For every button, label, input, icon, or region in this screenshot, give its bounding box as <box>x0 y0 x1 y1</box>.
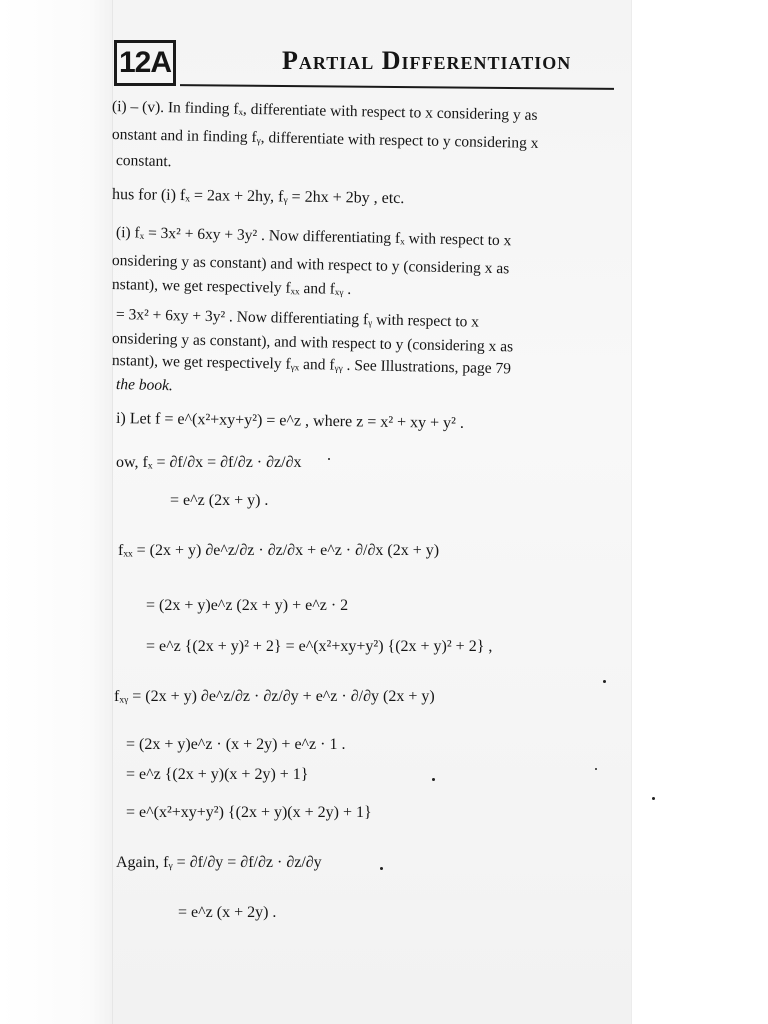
equation-line: = e^z {(2x + y)² + 2} = e^(x²+xy+y²) {(2x + y)² + 2} , <box>146 638 493 655</box>
page-margin-left <box>0 0 112 1024</box>
equation-line: = (2x + y)e^z · (x + 2y) + e^z · 1 . <box>126 736 346 753</box>
text-line: onsidering y as constant), and with respect to y (considering x as <box>111 330 514 356</box>
text-line: (i) fₓ = 3x² + 6xy + 3y² . Now differentiating fₓ with respect to x <box>115 224 512 250</box>
equation-line: = e^z (x + 2y) . <box>178 904 277 921</box>
text-line: onstant and in finding fᵧ, differentiate with respect to y considering x <box>111 126 539 152</box>
text-line: the book. <box>115 376 174 395</box>
equation-line: fₓᵧ = (2x + y) ∂e^z/∂z · ∂z/∂y + e^z · ∂/∂y (2x + y) <box>114 688 435 705</box>
equation-line: ow, fₓ = ∂f/∂x = ∂f/∂z · ∂z/∂x <box>116 454 302 471</box>
text-line: hus for (i) fₓ = 2ax + 2hy, fᵧ = 2hx + 2by , etc. <box>111 186 405 208</box>
print-speck <box>595 768 597 770</box>
print-speck <box>380 867 383 870</box>
print-speck <box>603 680 606 683</box>
equation-line: i) Let f = e^(x²+xy+y²) = e^z , where z = x² + xy + y² . <box>115 410 465 432</box>
text-line: = 3x² + 6xy + 3y² . Now differentiating fᵧ with respect to x <box>115 306 480 331</box>
print-speck <box>328 458 330 460</box>
chapter-number-box: 12A <box>114 40 176 86</box>
equation-line: = e^(x²+xy+y²) {(2x + y)(x + 2y) + 1} <box>126 804 372 821</box>
text-line: constant. <box>115 152 172 171</box>
equation-line: fₓₓ = (2x + y) ∂e^z/∂z · ∂z/∂x + e^z · ∂/∂x (2x + y) <box>118 542 440 559</box>
equation-line: Again, fᵧ = ∂f/∂y = ∂f/∂z · ∂z/∂y <box>116 854 322 871</box>
page-margin-right <box>632 0 768 1024</box>
text-line: nstant), we get respectively fᵧₓ and fᵧᵧ . See Illustrations, page 79 <box>111 352 512 378</box>
equation-line: = (2x + y)e^z (2x + y) + e^z · 2 <box>146 597 349 614</box>
print-speck <box>652 797 655 800</box>
print-speck <box>432 778 435 781</box>
equation-line: = e^z {(2x + y)(x + 2y) + 1} <box>126 766 309 783</box>
chapter-title: Partial Differentiation <box>282 46 572 75</box>
text-line: (i) – (v). In finding fₓ, differentiate with respect to x considering y as <box>111 98 538 124</box>
text-line: onsidering y as constant) and with respect to y (considering x as <box>111 252 510 278</box>
text-line: nstant), we get respectively fₓₓ and fₓᵧ . <box>111 276 352 299</box>
equation-line: = e^z (2x + y) . <box>170 492 269 509</box>
